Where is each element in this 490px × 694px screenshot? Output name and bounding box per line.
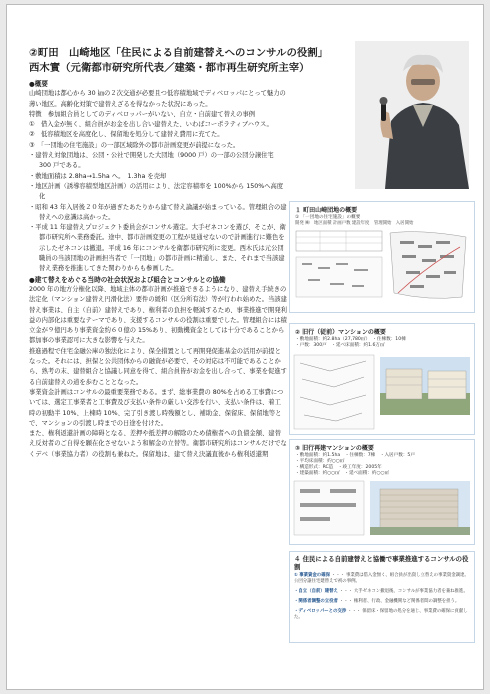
- card-subtitle: ・構造形式：RC造 ・竣工年度：2005年: [295, 465, 382, 470]
- role-key: ① 事業資金の確保: [294, 573, 330, 578]
- role-text: ・・・ 権利者、行政、金融機関など関係者間の調整を担う。: [339, 599, 460, 604]
- card-subtitle: ① 「一団地の住宅施設」の概要: [295, 215, 361, 220]
- card-title: ４ 住民による自前建替えと協働で事業推進するコンサルの役割: [294, 555, 469, 571]
- card-subtitle: ・平均床面積：約○○㎡: [295, 459, 345, 464]
- paragraph: 事業資金計画はコンサルの最重要業務である。まず、総事業費の 80%を占める工事費については、選定工事業者と工事費及び支払い条件の厳しい交渉を行い、支払い条件は、着工時の初動半 10%、上棟時 10%、完了引き渡し時残額とし、補助金、保留床、保留地等とで、マンションの引渡し時までの日途を付けた。: [29, 388, 284, 427]
- card-table-text: 開発 ㈱ 地区面積 計画戸数 建設年度 管理開始 入居開始: [295, 221, 414, 226]
- role-item: [290, 607, 474, 623]
- bullet-item: ・平成 11 年建替えプロジェクト委員会がコンサル選定。大手ゼネコンを選び、そこが、衛都市研究所へ業務委託。途中、都市計画変更の工程が見通せないので計画進行に難色を示したゼネコンは撤退。平成 16 年にコンサルを衛都市研究所に変更。西木氏は元公団職員の当該団地の計画担当者で「一団地」の都市計画に精通し、また、それまで当該建替え業務を推進してきた関わりからも参画した。: [29, 224, 286, 273]
- poster-page: [6, 4, 484, 690]
- role-key: ・関係者調整の立役者: [294, 599, 338, 604]
- new-mansion-images: [290, 477, 474, 539]
- bullet-item: ・昭和 43 年入居後２０年が過ぎたあたりから建て替え論議が始まっている。管理組合の建替えへの意識は高かった。: [29, 203, 287, 221]
- info-card-site-overview: [289, 201, 475, 313]
- paragraph: 推進過程で住宅金融公庫の独法化により、保全措置として再開発促進基金の活用が前提となった。それには、担保と公共団体からの融資が必要で、その対応は不可能であることから、熟考の末、建替組合と協議し同意を得て、組合員皆がお金を出し合って、事業を促進する自前建替えの道を歩むこととなった。: [29, 347, 287, 386]
- bullet-item: ・建替え対象団地は、公団・公社で開発した大団地（9000 戸）の一部の公団分譲住宅 300 戸である。: [29, 152, 274, 170]
- role-key: ・自立（自前）建替え: [294, 589, 338, 594]
- paragraph: 特徴 参加組合員としてのディベロッパーがいない、自立・自前建て替えの事例: [29, 110, 256, 118]
- role-text: ・・・ 大手ゼネコン撤退後、コンサルが事業協力者を兼ね推進。: [339, 589, 468, 594]
- card-title: ③ 旧行再建マンションの概要: [295, 445, 374, 452]
- role-text: ・・・ 事業費は借入金無く、組合員が出資し立替えの事業資金調達。公団分譲住宅建替えで初の事例。: [294, 573, 469, 584]
- info-card-new-mansion: [289, 439, 475, 545]
- section-heading: ●概要: [29, 80, 48, 88]
- card-subtitle: ・敷地面積：約1.5ha ・住棟数：7棟 ・入居戸数：5戸: [295, 453, 415, 458]
- main-text: [29, 79, 287, 460]
- bullet-item: ・敷地面積は 2.8ha→1.5ha へ。 1.3ha を売却: [29, 172, 167, 180]
- role-key: ・ディベロッパーとの交渉: [294, 609, 347, 614]
- list-item: ③ 「一団地の住宅施設」の一部区域除外の都市計画変更が前提になった。: [29, 141, 240, 149]
- old-mansion-images: [290, 349, 474, 433]
- paragraph: また、権利返還計画の障碍となる、差押や抵差押の解除のため債権者への負債金額、建替え反対者のご自得を願在化させないよう和解金の立替等。衛都市研究所はコンサルだけでなくデベ（事業協力者）の役割も兼ねた。保留地は、建て替え決議直後から権利返還期: [29, 430, 287, 458]
- paragraph: 山崎団地は都心から 30 ㎞の２次交通が必要且つ低容積地域でディベロッパにとって魅力の薄い地区。高齢化対策で建替えざるを得なかった状況にあった。: [29, 90, 286, 108]
- role-text: ・・・ 保留床・保留地の処分を通じ、事業費の確保に貢献した。: [294, 609, 468, 620]
- page-title: ②町田 山崎地区「住民による自前建替えへのコンサルの役割」: [29, 47, 329, 59]
- presenter-name: 西木實（元衛都市研究所代表／建築・都市再生研究所主宰）: [29, 62, 310, 74]
- card-subtitle: ・戸数：300戸 ・延べ床面積：約1.6万㎡: [295, 343, 385, 348]
- card-title: ② 旧行（従前）マンションの概要: [295, 329, 386, 336]
- paragraph: 2000 年の地方分権化以降、地域主体の都市計画が推進できるようになり、建替え手続きの法定化（マンション建替え円滑化法）要件の緩和（区分所有法）等が行われ始めた。当該建替え事業は、自主（自前）建替えであり、権利者の負担を軽減するため、事業推進で開発利益の内部化は重要なテーマであり、支援するコンサルの役割は重要でした。管理組合には積立金が９億円あり事業資金約６０億の 15%あり、初動機資金としては十分であることから都加事の事業認可に大きな影響を与えた。: [29, 285, 287, 345]
- bullet-item: ・地区計画（誘導容積型地区計画）の活用により、法定容積率を 100%から 150%へ高度化: [29, 182, 284, 201]
- info-card-old-mansion: [289, 323, 475, 435]
- info-card-consultant-role: [289, 551, 475, 643]
- section-heading: ●建て替えをめぐる当時の社会状況および組合とコンサルとの協働: [29, 275, 226, 284]
- card-subtitle: ・建築面積：約○○㎡ ・延べ面積：約○○㎡: [295, 471, 390, 476]
- speaker-photo: [355, 41, 469, 189]
- role-item: [290, 597, 474, 607]
- list-item: ① 借入金が無く、組合員がお金を出し合い建替えた、いわばコーポラティブハウス。: [29, 121, 273, 129]
- role-item: [290, 571, 474, 587]
- card-title: １ 町田山崎団地の概要: [295, 207, 358, 214]
- role-item: [290, 587, 474, 597]
- card-subtitle: ・敷地面積：約2.8ha（27,780㎡） ・住棟数：10棟: [295, 337, 406, 342]
- list-item: ② 低容積地区を高度化し、保留地を処分して建替え費用に充てた。: [29, 131, 224, 139]
- site-plan-map: [290, 227, 474, 303]
